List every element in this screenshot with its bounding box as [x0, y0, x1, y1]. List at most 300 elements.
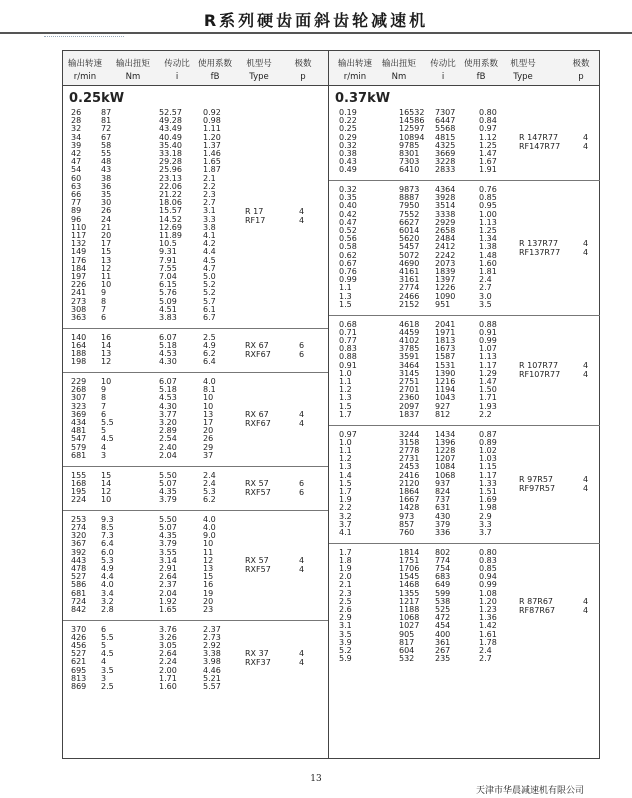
- table-cell: 1207: [435, 454, 456, 464]
- table-cell: 4102: [399, 335, 420, 345]
- table-cell: 1.9: [339, 563, 352, 573]
- table-cell: 1027: [399, 621, 420, 631]
- table-cell: 198: [71, 357, 87, 367]
- table-cell: 12: [101, 263, 112, 273]
- table-cell: 1.69: [479, 495, 497, 505]
- table-cell: 5.21: [203, 673, 221, 683]
- table-cell: 4.9: [101, 563, 114, 573]
- table-cell: 273: [71, 296, 87, 306]
- table-cell: 0.47: [339, 217, 357, 227]
- table-cell: 0.91: [339, 360, 357, 370]
- table-cell: 3244: [399, 429, 420, 439]
- table-cell: 23.13: [159, 173, 182, 183]
- table-cell: 4618: [399, 319, 420, 329]
- table-cell: 1839: [435, 267, 456, 277]
- table-cell: 631: [435, 503, 451, 513]
- table-cell: 1.15: [479, 462, 497, 472]
- table-cell: 0.83: [339, 344, 357, 354]
- table-cell: 241: [71, 288, 87, 298]
- model-type: RXF57: [245, 564, 271, 574]
- model-type: RXF37: [245, 658, 271, 668]
- table-cell: 48: [101, 157, 112, 167]
- table-cell: 3.8: [203, 222, 216, 232]
- table-cell: 2.1: [339, 580, 352, 590]
- table-cell: 0.80: [479, 108, 497, 117]
- table-cell: 1.47: [479, 149, 497, 158]
- table-cell: 2929: [435, 217, 456, 227]
- table-cell: 19: [203, 588, 214, 598]
- table-cell: 2.5: [339, 596, 352, 606]
- table-cell: 2.04: [159, 588, 177, 598]
- table-cell: 9873: [399, 185, 420, 195]
- table-cell: 1.11: [203, 124, 221, 134]
- table-cell: 812: [435, 409, 451, 419]
- table-cell: 2.9: [479, 511, 492, 521]
- table-cell: 1531: [435, 360, 456, 370]
- table-cell: 3158: [399, 437, 420, 447]
- table-cell: 29.28: [159, 157, 182, 167]
- table-cell: 4.5: [203, 255, 216, 265]
- table-cell: 5.76: [159, 288, 177, 298]
- table-cell: 4815: [435, 132, 456, 142]
- table-cell: 1.9: [339, 495, 352, 505]
- table-cell: 2774: [399, 283, 420, 293]
- table-cell: 3145: [399, 368, 420, 378]
- table-cell: 4.35: [159, 531, 177, 541]
- table-cell: 0.22: [339, 116, 357, 126]
- table-cell: 1216: [435, 376, 456, 386]
- table-group: [329, 431, 600, 538]
- title-rule: [0, 32, 632, 34]
- table-cell: 824: [435, 486, 451, 496]
- table-cell: 25.96: [159, 165, 182, 175]
- column-header-cn: 极数: [572, 59, 590, 69]
- company-name: 天津市华晨减速机有限公司: [475, 786, 584, 796]
- table-cell: 1.60: [159, 682, 177, 692]
- table-cell: 2.7: [203, 198, 216, 208]
- table-cell: 1.71: [159, 673, 177, 683]
- column-header-unit: Nm: [125, 72, 141, 82]
- table-cell: 2.37: [159, 580, 177, 590]
- table-cell: 12: [203, 555, 214, 565]
- table-group: [63, 109, 328, 322]
- table-cell: 3.55: [159, 547, 177, 557]
- table-cell: 29: [203, 442, 214, 452]
- table-cell: 4.1: [203, 231, 216, 240]
- table-cell: 3228: [435, 157, 456, 167]
- table-cell: 5.5: [101, 632, 114, 642]
- table-group: [63, 378, 328, 460]
- pole-count: 4: [299, 658, 305, 668]
- table-cell: 527: [71, 649, 87, 659]
- table-cell: 168: [71, 478, 87, 488]
- table-cell: 683: [435, 572, 451, 582]
- table-cell: 14: [101, 340, 112, 350]
- table-cell: 16: [203, 580, 214, 590]
- table-cell: 5620: [399, 234, 420, 244]
- table-cell: 1.50: [479, 385, 497, 395]
- table-cell: 13: [101, 255, 112, 265]
- table-cell: 37: [203, 450, 214, 460]
- column-header-cn: 使用系数: [463, 59, 498, 69]
- table-cell: 4.46: [203, 665, 221, 675]
- table-cell: 2.8: [101, 604, 114, 614]
- table-cell: 11: [203, 547, 214, 557]
- table-cell: 1.5: [339, 401, 352, 411]
- table-cell: 0.99: [339, 275, 357, 285]
- table-cell: 586: [71, 580, 87, 590]
- table-cell: 1.2: [339, 385, 352, 395]
- table-cell: 681: [71, 450, 87, 460]
- table-cell: 2.64: [159, 572, 177, 582]
- table-cell: 1.60: [479, 258, 497, 268]
- table-cell: 3: [101, 673, 107, 683]
- column-header-cn: 输出扭矩: [115, 59, 150, 69]
- table-cell: 3161: [399, 275, 420, 285]
- model-type: RX 57: [245, 478, 269, 488]
- model-type: RF97R57: [519, 483, 556, 493]
- table-cell: 60: [71, 173, 82, 183]
- power-rating-right: 0.37kW: [335, 91, 391, 106]
- model-type: RF107R77: [519, 369, 561, 379]
- table-cell: 3.2: [339, 511, 352, 521]
- table-cell: 2242: [435, 250, 456, 260]
- table-cell: 3: [101, 450, 107, 460]
- table-cell: 3464: [399, 360, 420, 370]
- table-cell: 0.97: [339, 429, 357, 439]
- table-cell: 1.71: [479, 393, 497, 403]
- table-cell: 6.1: [203, 304, 216, 314]
- table-cell: 2041: [435, 319, 456, 329]
- table-cell: 1.25: [479, 226, 497, 236]
- table-cell: 1.51: [479, 486, 497, 496]
- pole-count: 4: [583, 474, 589, 484]
- table-cell: 8: [101, 393, 107, 403]
- table-cell: 0.49: [339, 165, 357, 175]
- table-cell: 456: [71, 641, 87, 651]
- table-cell: 12.69: [159, 222, 182, 232]
- table-cell: 4.0: [203, 522, 216, 532]
- table-cell: 72: [101, 124, 112, 134]
- table-group: [63, 472, 328, 505]
- table-cell: 17: [101, 239, 112, 249]
- table-cell: 1813: [435, 335, 456, 345]
- table-cell: 1.2: [339, 454, 352, 464]
- table-cell: 5457: [399, 242, 420, 252]
- table-cell: 5.2: [203, 288, 216, 298]
- table-cell: 2778: [399, 445, 420, 455]
- column-header-cn: 使用系数: [197, 59, 232, 69]
- table-cell: 43: [101, 165, 112, 175]
- table-cell: 15: [101, 470, 112, 480]
- column-header-unit: i: [441, 72, 445, 82]
- table-cell: 1043: [435, 393, 456, 403]
- table-cell: 55: [101, 149, 112, 158]
- table-cell: 2.1: [203, 173, 216, 183]
- pole-count: 4: [583, 483, 589, 493]
- table-cell: 3.5: [479, 299, 492, 309]
- table-cell: 1.13: [479, 352, 497, 362]
- table-cell: 7.55: [159, 263, 177, 273]
- table-cell: 3.2: [101, 596, 114, 606]
- table-cell: 0.67: [339, 258, 357, 268]
- table-cell: 2.6: [339, 604, 352, 614]
- group-divider: [63, 372, 328, 373]
- table-cell: 10: [203, 401, 214, 411]
- table-cell: 117: [71, 231, 87, 240]
- table-cell: 604: [399, 645, 415, 655]
- table-cell: 3928: [435, 193, 456, 203]
- pole-count: 6: [299, 341, 305, 351]
- table-cell: 87: [101, 108, 112, 117]
- table-cell: 2.5: [101, 682, 114, 692]
- table-cell: 2152: [399, 299, 420, 309]
- table-cell: 89: [71, 206, 82, 216]
- table-cell: 188: [71, 349, 87, 359]
- column-header-unit: Nm: [391, 72, 407, 82]
- table-group: [63, 626, 328, 692]
- table-cell: 3.5: [339, 629, 352, 639]
- table-cell: 2.9: [339, 613, 352, 623]
- table-cell: 5.09: [159, 296, 177, 306]
- table-cell: 3.20: [159, 418, 177, 427]
- table-cell: 149: [71, 247, 87, 257]
- column-header-unit: i: [175, 72, 179, 82]
- pole-count: 4: [299, 419, 305, 428]
- table-cell: 5.07: [159, 478, 177, 488]
- table-cell: 58: [101, 140, 112, 150]
- table-cell: 1217: [399, 596, 420, 606]
- table-cell: 802: [435, 547, 451, 557]
- table-cell: 4.30: [159, 401, 177, 411]
- column-header-cn: 极数: [294, 59, 312, 69]
- table-cell: 2073: [435, 258, 456, 268]
- pole-count: 4: [583, 238, 589, 248]
- table-cell: 7950: [399, 201, 420, 211]
- table-cell: 5072: [399, 250, 420, 260]
- table-cell: 8: [101, 296, 107, 306]
- table-cell: 1390: [435, 368, 456, 378]
- table-cell: 0.87: [479, 429, 497, 439]
- table-cell: 4.2: [203, 239, 216, 249]
- table-cell: 9.0: [203, 531, 216, 541]
- table-cell: 1090: [435, 291, 456, 301]
- table-cell: 5.5: [101, 418, 114, 427]
- table-cell: 6: [101, 313, 107, 322]
- table-cell: 0.88: [479, 319, 497, 329]
- table-cell: 813: [71, 673, 87, 683]
- table-cell: 1.29: [479, 368, 497, 378]
- table-cell: 6014: [399, 226, 420, 236]
- table-cell: 927: [435, 401, 451, 411]
- table-cell: 426: [71, 632, 87, 642]
- table-cell: 1355: [399, 588, 420, 598]
- table-cell: 15: [203, 572, 214, 582]
- table-cell: 0.84: [479, 116, 497, 126]
- table-cell: 1587: [435, 352, 456, 362]
- table-cell: 1.65: [203, 157, 221, 167]
- table-cell: 1226: [435, 283, 456, 293]
- model-type: RF87R67: [519, 605, 556, 615]
- table-cell: 0.99: [479, 335, 497, 345]
- table-cell: 4.53: [159, 393, 177, 403]
- table-cell: 4459: [399, 327, 420, 337]
- table-cell: 20: [101, 231, 112, 240]
- table-cell: 3.79: [159, 495, 177, 505]
- table-cell: 6.07: [159, 332, 177, 342]
- model-type: R 17: [245, 206, 264, 216]
- table-cell: 1.03: [479, 454, 497, 464]
- table-cell: 5.18: [159, 340, 177, 350]
- model-type: RXF67: [245, 419, 271, 428]
- table-cell: 2731: [399, 454, 420, 464]
- table-cell: 195: [71, 486, 87, 496]
- table-cell: 2.24: [159, 657, 177, 667]
- group-divider: [63, 620, 328, 621]
- table-cell: 2.54: [159, 434, 177, 444]
- table-cell: 2.5: [203, 332, 216, 342]
- table-cell: 1.3: [339, 291, 352, 301]
- table-cell: 226: [71, 280, 87, 290]
- column-header-unit: r/min: [73, 72, 97, 82]
- table-cell: 8.5: [101, 522, 114, 532]
- table-cell: 323: [71, 401, 87, 411]
- table-cell: 2416: [399, 470, 420, 480]
- table-cell: 20: [203, 596, 214, 606]
- table-cell: 0.32: [339, 140, 357, 150]
- table-cell: 4.5: [101, 434, 114, 444]
- table-cell: 33.18: [159, 149, 182, 158]
- table-cell: 1706: [399, 563, 420, 573]
- table-cell: 3.7: [479, 527, 492, 537]
- model-type: RX 37: [245, 649, 269, 659]
- table-cell: 10.5: [159, 239, 177, 249]
- pole-count: 4: [299, 564, 305, 574]
- table-cell: 1.47: [479, 376, 497, 386]
- table-cell: 5.18: [159, 385, 177, 395]
- table-cell: 155: [71, 470, 87, 480]
- column-header-unit: p: [300, 72, 306, 82]
- column-header-unit: Type: [513, 72, 533, 82]
- table-cell: 3.3: [203, 214, 216, 224]
- table-cell: 2.2: [203, 181, 216, 191]
- table-cell: 0.32: [339, 185, 357, 195]
- table-cell: 1.4: [339, 470, 352, 480]
- table-cell: 4: [101, 657, 107, 667]
- table-cell: 320: [71, 531, 87, 541]
- column-header-cn: 传动比: [164, 59, 190, 69]
- table-cell: 361: [435, 637, 451, 647]
- table-cell: 3.1: [339, 621, 352, 631]
- model-type: R 97R57: [519, 474, 554, 484]
- table-cell: 235: [435, 654, 451, 664]
- table-cell: 5: [101, 641, 107, 651]
- pole-count: 6: [299, 478, 305, 488]
- table-cell: 2.37: [203, 624, 221, 634]
- table-cell: 7303: [399, 157, 420, 167]
- table-cell: 525: [435, 604, 451, 614]
- right-panel: [329, 85, 600, 758]
- table-cell: 817: [399, 637, 415, 647]
- table-cell: 6.4: [101, 539, 114, 549]
- table-cell: 10: [101, 377, 112, 386]
- selection-table: [62, 50, 600, 759]
- table-cell: 1.3: [339, 462, 352, 472]
- table-cell: 754: [435, 563, 451, 573]
- table-cell: 6.2: [203, 349, 216, 359]
- table-cell: 1864: [399, 486, 420, 496]
- table-cell: 32: [71, 124, 82, 134]
- table-cell: 3.05: [159, 641, 177, 651]
- table-cell: 28: [71, 116, 82, 126]
- model-type: R 87R67: [519, 596, 554, 606]
- table-cell: 54: [71, 165, 82, 175]
- table-cell: 4.51: [159, 304, 177, 314]
- table-cell: 0.40: [339, 201, 357, 211]
- table-cell: 43.49: [159, 124, 182, 134]
- table-cell: 1.1: [339, 376, 352, 386]
- table-cell: 1.48: [479, 250, 497, 260]
- table-cell: 3.83: [159, 313, 177, 322]
- table-cell: 4.0: [203, 377, 216, 386]
- table-cell: 16: [101, 332, 112, 342]
- table-cell: 10894: [399, 132, 425, 142]
- table-cell: 8301: [399, 149, 420, 158]
- group-divider: [329, 425, 600, 426]
- table-cell: 13: [203, 409, 214, 419]
- table-cell: 77: [71, 198, 82, 208]
- table-cell: 3.5: [101, 665, 114, 675]
- group-divider: [329, 315, 600, 316]
- table-cell: 5.2: [203, 280, 216, 290]
- table-cell: 1228: [435, 445, 456, 455]
- column-header-cn: 输出转速: [337, 59, 372, 69]
- table-cell: 1667: [399, 495, 420, 505]
- column-header-unit: fB: [476, 72, 486, 82]
- table-cell: 1.34: [479, 234, 497, 244]
- group-divider: [63, 510, 328, 511]
- table-cell: 4.0: [101, 580, 114, 590]
- table-cell: 0.56: [339, 234, 357, 244]
- table-cell: 6.0: [101, 547, 114, 557]
- table-cell: 369: [71, 409, 87, 419]
- table-cell: 1084: [435, 462, 456, 472]
- table-cell: 3.98: [203, 657, 221, 667]
- table-cell: 1.67: [479, 157, 497, 167]
- model-type: RF137R77: [519, 247, 561, 257]
- table-cell: 15: [101, 247, 112, 257]
- table-group: [63, 334, 328, 367]
- table-cell: 4364: [435, 185, 456, 195]
- table-cell: 15.57: [159, 206, 182, 216]
- table-cell: 842: [71, 604, 87, 614]
- table-cell: 40.49: [159, 132, 182, 142]
- table-cell: 12597: [399, 124, 425, 134]
- table-cell: 3514: [435, 201, 456, 211]
- pole-count: 4: [299, 649, 305, 659]
- table-cell: 0.88: [339, 352, 357, 362]
- table-cell: 472: [435, 613, 451, 623]
- table-cell: 2751: [399, 376, 420, 386]
- table-cell: 1468: [399, 580, 420, 590]
- pole-count: 4: [299, 555, 305, 565]
- table-cell: 164: [71, 340, 87, 350]
- table-cell: 0.85: [479, 193, 497, 203]
- table-cell: 4.9: [203, 340, 216, 350]
- table-cell: 3.0: [479, 291, 492, 301]
- table-cell: 2453: [399, 462, 420, 472]
- table-cell: 1.98: [479, 503, 497, 513]
